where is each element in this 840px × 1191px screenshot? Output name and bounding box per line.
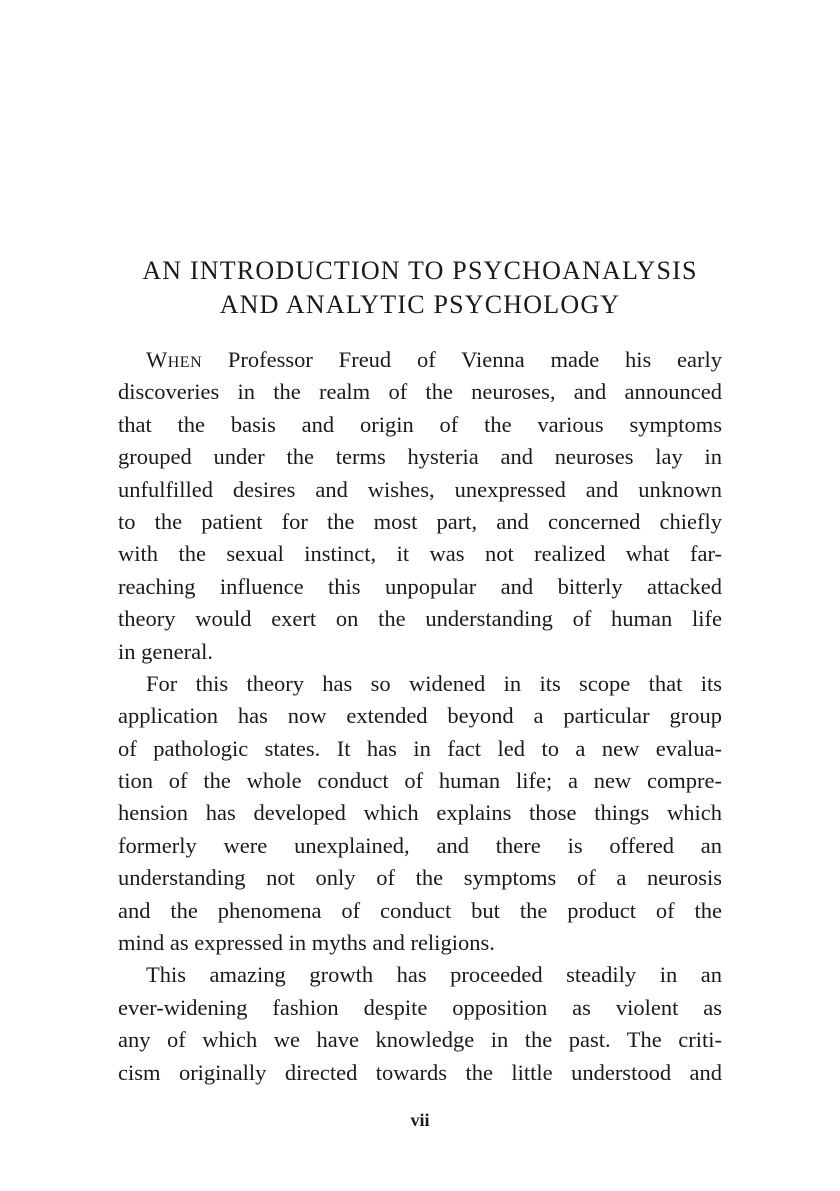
text-line: to the patient for the most part, and concerned chiefly	[118, 508, 722, 534]
text-line: mind as expressed in myths and religions.	[118, 930, 495, 956]
chapter-title-line-2: AND ANALYTIC PSYCHOLOGY	[219, 290, 621, 319]
text-line: cism originally directed towards the little understood and	[118, 1059, 722, 1085]
text-line: tion of the whole conduct of human life; a new compre-	[118, 768, 722, 794]
paragraph-2	[118, 668, 722, 960]
text-line: theory would exert on the understanding of human life	[118, 606, 722, 632]
text-line: hension has developed which explains those things which	[118, 800, 722, 826]
text-line: ever-widening fashion despite opposition as violent as	[118, 994, 722, 1020]
page-number: vii	[410, 1110, 430, 1130]
text-line: understanding not only of the symptoms of a neurosis	[118, 865, 722, 891]
text-line: For this theory has so widened in its scope that its	[146, 670, 722, 696]
text-line: application has now extended beyond a particular group	[118, 703, 722, 729]
paragraph-3	[118, 959, 722, 1089]
paragraph-1	[118, 344, 722, 668]
chapter-title	[100, 254, 740, 322]
text-line: with the sexual instinct, it was not realized what far-	[118, 541, 722, 567]
body-text	[118, 344, 722, 1089]
chapter-title-line-1: AN INTRODUCTION TO PSYCHOANALYSIS	[142, 256, 698, 285]
opening-word: When	[146, 347, 203, 372]
text-line: any of which we have knowledge in the past. The criti-	[118, 1027, 722, 1053]
text-line: in general.	[118, 638, 213, 664]
text-line: formerly were unexplained, and there is offered an	[118, 832, 722, 858]
text-line-content: Professor Freud of Vienna made his early	[202, 347, 722, 372]
text-line: of pathologic states. It has in fact led to a new evalua-	[118, 735, 722, 761]
text-line: grouped under the terms hysteria and neuroses lay in	[118, 444, 722, 470]
text-line: reaching influence this unpopular and bitterly attacked	[118, 573, 722, 599]
text-line	[118, 344, 722, 376]
text-line: that the basis and origin of the various symptoms	[118, 411, 722, 437]
text-line: discoveries in the realm of the neuroses, and announced	[118, 379, 722, 405]
text-line: This amazing growth has proceeded steadily in an	[146, 962, 722, 988]
text-line: unfulfilled desires and wishes, unexpressed and unknown	[118, 476, 722, 502]
text-line: and the phenomena of conduct but the product of the	[118, 897, 722, 923]
